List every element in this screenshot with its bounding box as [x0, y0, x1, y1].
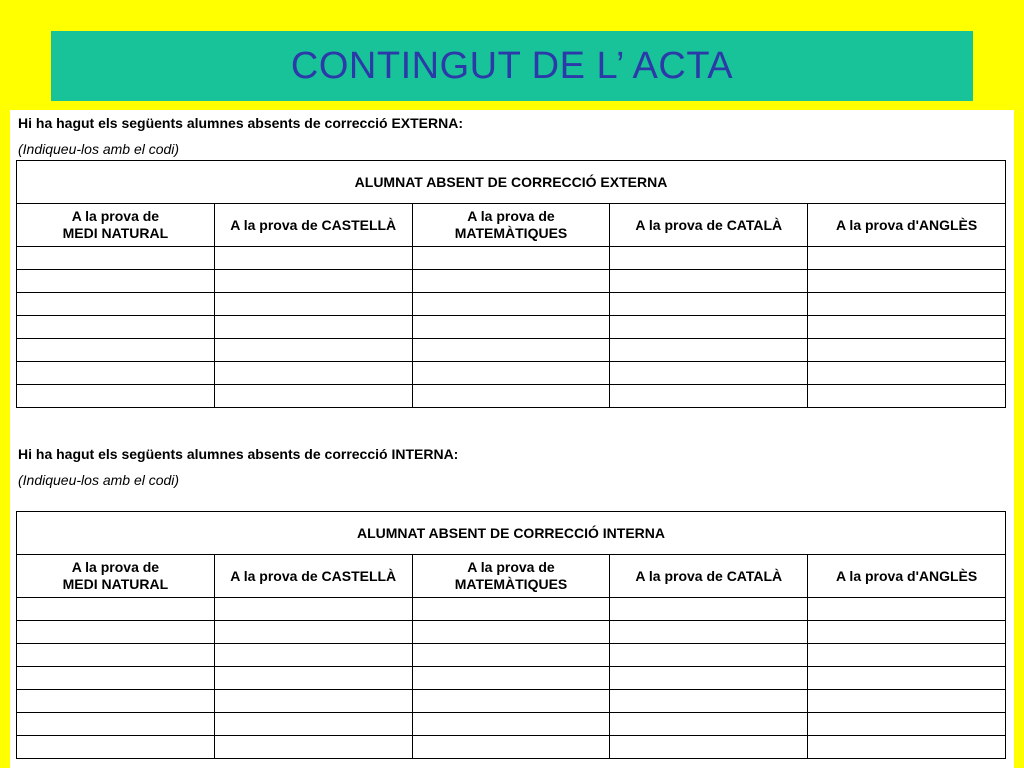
student-code-cell[interactable] — [412, 736, 610, 759]
student-code-cell[interactable] — [412, 247, 610, 270]
student-code-cell[interactable] — [17, 598, 215, 621]
student-code-cell[interactable] — [412, 385, 610, 408]
student-code-cell[interactable] — [214, 270, 412, 293]
student-code-cell[interactable] — [808, 247, 1006, 270]
student-code-cell[interactable] — [808, 362, 1006, 385]
table-row — [17, 690, 1006, 713]
column-header-angles: A la prova d'ANGLÈS — [808, 555, 1006, 598]
student-code-cell[interactable] — [214, 362, 412, 385]
student-code-cell[interactable] — [412, 270, 610, 293]
student-code-cell[interactable] — [17, 293, 215, 316]
student-code-cell[interactable] — [214, 621, 412, 644]
student-code-cell[interactable] — [808, 667, 1006, 690]
student-code-cell[interactable] — [808, 316, 1006, 339]
table-row — [17, 293, 1006, 316]
student-code-cell[interactable] — [214, 690, 412, 713]
student-code-cell[interactable] — [808, 385, 1006, 408]
table-row — [17, 316, 1006, 339]
student-code-cell[interactable] — [808, 270, 1006, 293]
student-code-cell[interactable] — [610, 598, 808, 621]
table-row — [17, 270, 1006, 293]
student-code-cell[interactable] — [214, 247, 412, 270]
absent-table-externa — [16, 160, 1006, 408]
student-code-cell[interactable] — [214, 293, 412, 316]
column-header-medi-natural: A la prova de MEDI NATURAL — [17, 555, 215, 598]
column-header-matematiques: A la prova de MATEMÀTIQUES — [412, 204, 610, 247]
student-code-cell[interactable] — [17, 362, 215, 385]
section-heading-externa: Hi ha hagut els següents alumnes absents de correcció EXTERNA: — [18, 115, 464, 131]
student-code-cell[interactable] — [610, 339, 808, 362]
column-header-catala: A la prova de CATALÀ — [610, 555, 808, 598]
student-code-cell[interactable] — [412, 316, 610, 339]
table-row — [17, 621, 1006, 644]
student-code-cell[interactable] — [17, 713, 215, 736]
table-title-row — [17, 161, 1006, 204]
student-code-cell[interactable] — [808, 621, 1006, 644]
table-title-row — [17, 512, 1006, 555]
student-code-cell[interactable] — [610, 713, 808, 736]
student-code-cell[interactable] — [17, 667, 215, 690]
student-code-cell[interactable] — [808, 736, 1006, 759]
table-title: ALUMNAT ABSENT DE CORRECCIÓ INTERNA — [17, 512, 1006, 555]
table-title: ALUMNAT ABSENT DE CORRECCIÓ EXTERNA — [17, 161, 1006, 204]
section-heading-interna: Hi ha hagut els següents alumnes absents de correcció INTERNA: — [18, 446, 459, 462]
student-code-cell[interactable] — [412, 667, 610, 690]
student-code-cell[interactable] — [412, 293, 610, 316]
student-code-cell[interactable] — [610, 362, 808, 385]
student-code-cell[interactable] — [808, 713, 1006, 736]
table-row — [17, 339, 1006, 362]
table-header-row — [17, 555, 1006, 598]
student-code-cell[interactable] — [17, 690, 215, 713]
student-code-cell[interactable] — [808, 339, 1006, 362]
table-row — [17, 644, 1006, 667]
table-row — [17, 713, 1006, 736]
title-bar — [51, 31, 973, 101]
student-code-cell[interactable] — [17, 270, 215, 293]
table-row — [17, 736, 1006, 759]
student-code-cell[interactable] — [412, 339, 610, 362]
column-header-medi-natural: A la prova de MEDI NATURAL — [17, 204, 215, 247]
student-code-cell[interactable] — [610, 270, 808, 293]
student-code-cell[interactable] — [412, 713, 610, 736]
student-code-cell[interactable] — [412, 362, 610, 385]
column-header-angles: A la prova d'ANGLÈS — [808, 204, 1006, 247]
student-code-cell[interactable] — [610, 316, 808, 339]
section-note-interna: (Indiqueu-los amb el codi) — [18, 472, 180, 488]
student-code-cell[interactable] — [214, 316, 412, 339]
student-code-cell[interactable] — [610, 667, 808, 690]
student-code-cell[interactable] — [17, 621, 215, 644]
absent-table-interna — [16, 511, 1006, 759]
student-code-cell[interactable] — [610, 621, 808, 644]
table-row — [17, 362, 1006, 385]
section-note-externa: (Indiqueu-los amb el codi) — [18, 141, 180, 157]
student-code-cell[interactable] — [412, 598, 610, 621]
table-header-row — [17, 204, 1006, 247]
student-code-cell[interactable] — [808, 644, 1006, 667]
student-code-cell[interactable] — [412, 644, 610, 667]
page-title: CONTINGUT DE L’ ACTA — [290, 44, 734, 87]
table-row — [17, 598, 1006, 621]
column-header-castella: A la prova de CASTELLÀ — [214, 555, 412, 598]
student-code-cell[interactable] — [610, 247, 808, 270]
student-code-cell[interactable] — [214, 713, 412, 736]
student-code-cell[interactable] — [214, 339, 412, 362]
student-code-cell[interactable] — [412, 621, 610, 644]
student-code-cell[interactable] — [412, 690, 610, 713]
student-code-cell[interactable] — [17, 644, 215, 667]
student-code-cell[interactable] — [610, 644, 808, 667]
student-code-cell[interactable] — [610, 690, 808, 713]
student-code-cell[interactable] — [214, 644, 412, 667]
student-code-cell[interactable] — [17, 247, 215, 270]
document-page — [10, 110, 1014, 768]
student-code-cell[interactable] — [17, 339, 215, 362]
student-code-cell[interactable] — [808, 690, 1006, 713]
column-header-castella: A la prova de CASTELLÀ — [214, 204, 412, 247]
student-code-cell[interactable] — [17, 316, 215, 339]
student-code-cell[interactable] — [808, 293, 1006, 316]
column-header-catala: A la prova de CATALÀ — [610, 204, 808, 247]
student-code-cell[interactable] — [17, 385, 215, 408]
student-code-cell[interactable] — [214, 598, 412, 621]
student-code-cell[interactable] — [17, 736, 215, 759]
student-code-cell[interactable] — [808, 598, 1006, 621]
table-row — [17, 385, 1006, 408]
column-header-matematiques: A la prova de MATEMÀTIQUES — [412, 555, 610, 598]
student-code-cell[interactable] — [610, 736, 808, 759]
table-row — [17, 247, 1006, 270]
table-row — [17, 667, 1006, 690]
student-code-cell[interactable] — [214, 385, 412, 408]
student-code-cell[interactable] — [610, 385, 808, 408]
student-code-cell[interactable] — [214, 736, 412, 759]
student-code-cell[interactable] — [214, 667, 412, 690]
student-code-cell[interactable] — [610, 293, 808, 316]
